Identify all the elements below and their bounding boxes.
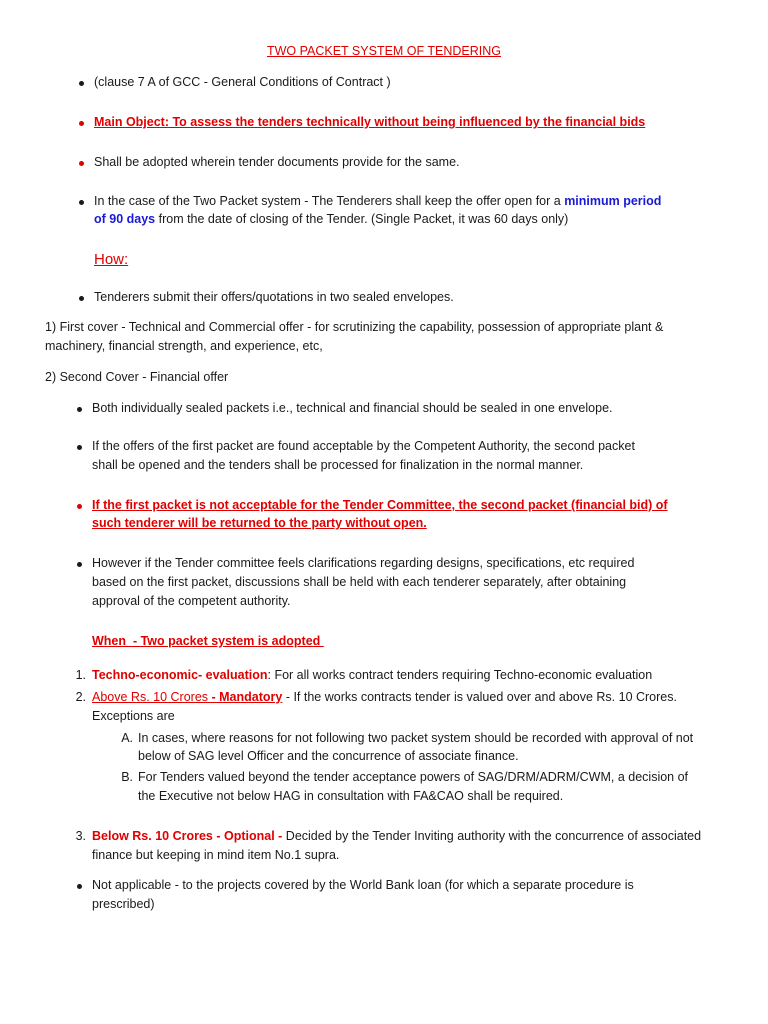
bullet-dot [77, 562, 82, 567]
first-packet-rejected-line-1: If the first packet is not acceptable for the Tender Committee, the second packet (financial bid) of [92, 498, 668, 512]
bullet-dot [79, 296, 84, 301]
bullet-dot [77, 407, 82, 412]
item-number: 3. [75, 829, 86, 843]
offer-period-highlight-2: of 90 days [94, 212, 156, 226]
bullet-dot [77, 504, 82, 509]
sealed-envelopes-text: Tenderers submit their offers/quotations in two sealed envelopes. [94, 290, 454, 304]
sub-item-letter: A. [121, 731, 133, 745]
techno-economic-item [92, 666, 652, 685]
sealed-packets-text: Both individually sealed packets i.e., technical and financial should be sealed in one envelope. [92, 401, 613, 415]
techno-economic-text: : For all works contract tenders requiring Techno-economic evaluation [267, 668, 653, 682]
offer-period-pre: In the case of the Two Packet system - The Tenderers shall keep the offer open for a [94, 194, 565, 208]
above-10-crores-heading: Above Rs. 10 Crores [92, 690, 209, 704]
mandatory-label: - Mandatory [208, 690, 283, 704]
bullet-dot [77, 445, 82, 450]
clause-reference: (clause 7 A of GCC - General Conditions of Contract ) [94, 75, 391, 89]
exception-a-line-2: below of SAG level Officer and the concurrence of associate finance. [138, 749, 519, 763]
below-10-crores-text: Decided by the Tender Inviting authority with the concurrence of associated [285, 829, 702, 843]
offer-period-post: from the date of closing of the Tender. (Single Packet, it was 60 days only) [155, 212, 569, 226]
bullet-dot [79, 200, 84, 205]
item-number: 1. [75, 668, 86, 682]
above-10-crores-text: - If the works contracts tender is valued over and above Rs. 10 Crores. [282, 690, 677, 704]
main-object-text: Main Object: To assess the tenders technically without being influenced by the financial bids [94, 115, 646, 129]
exception-b-line-1: For Tenders valued beyond the tender acceptance powers of SAG/DRM/ADRM/CWM, a decision of [138, 770, 689, 784]
first-packet-rejected-line-2: such tenderer will be returned to the party without open. [92, 516, 427, 530]
above-10-crores-item [92, 688, 677, 707]
bullet-dot [77, 884, 82, 889]
clarifications-line-2: based on the first packet, discussions shall be held with each tenderer separately, after obtaining [92, 575, 627, 589]
adoption-text: Shall be adopted wherein tender documents provide for the same. [94, 155, 460, 169]
below-10-crores-heading: Below Rs. 10 Crores - Optional - [92, 829, 286, 843]
bullet-dot [79, 121, 84, 126]
exceptions-label: Exceptions are [92, 709, 175, 723]
techno-economic-heading: Techno-economic- evaluation [92, 668, 268, 682]
below-10-crores-line-2: finance but keeping in mind item No.1 supra. [92, 848, 340, 862]
exception-a-line-1: In cases, where reasons for not following two packet system should be recorded with approval of not [138, 731, 694, 745]
first-cover-line-1: 1) First cover - Technical and Commercial offer - for scrutinizing the capability, possession of appropriate plant & [45, 320, 664, 334]
offer-period-line-1 [94, 192, 661, 211]
offer-period-highlight-1: minimum period [564, 194, 662, 208]
first-packet-acceptable-line-2: shall be opened and the tenders shall be processed for finalization in the normal manner. [92, 458, 584, 472]
first-packet-acceptable-line-1: If the offers of the first packet are found acceptable by the Competent Authority, the second packet [92, 439, 635, 453]
bullet-dot [79, 161, 84, 166]
clarifications-line-3: approval of the competent authority. [92, 594, 291, 608]
exception-b-line-2: the Executive not below HAG in consultation with FA&CAO shall be required. [138, 789, 564, 803]
world-bank-line-1: Not applicable - to the projects covered by the World Bank loan (for which a separate procedure is [92, 878, 634, 892]
offer-period-line-2 [94, 210, 568, 229]
page-title: TWO PACKET SYSTEM OF TENDERING [266, 44, 502, 58]
item-number: 2. [75, 690, 86, 704]
second-cover-text: 2) Second Cover - Financial offer [45, 370, 229, 384]
first-cover-line-2: machinery, financial strength, and experience, etc, [45, 339, 323, 353]
how-heading: How: [94, 251, 129, 268]
below-10-crores-item [92, 827, 701, 846]
clarifications-line-1: However if the Tender committee feels clarifications regarding designs, specifications, etc required [92, 556, 635, 570]
world-bank-line-2: prescribed) [92, 897, 155, 911]
sub-item-letter: B. [121, 770, 133, 784]
bullet-dot [79, 81, 84, 86]
when-heading: When - Two packet system is adopted [92, 634, 324, 648]
